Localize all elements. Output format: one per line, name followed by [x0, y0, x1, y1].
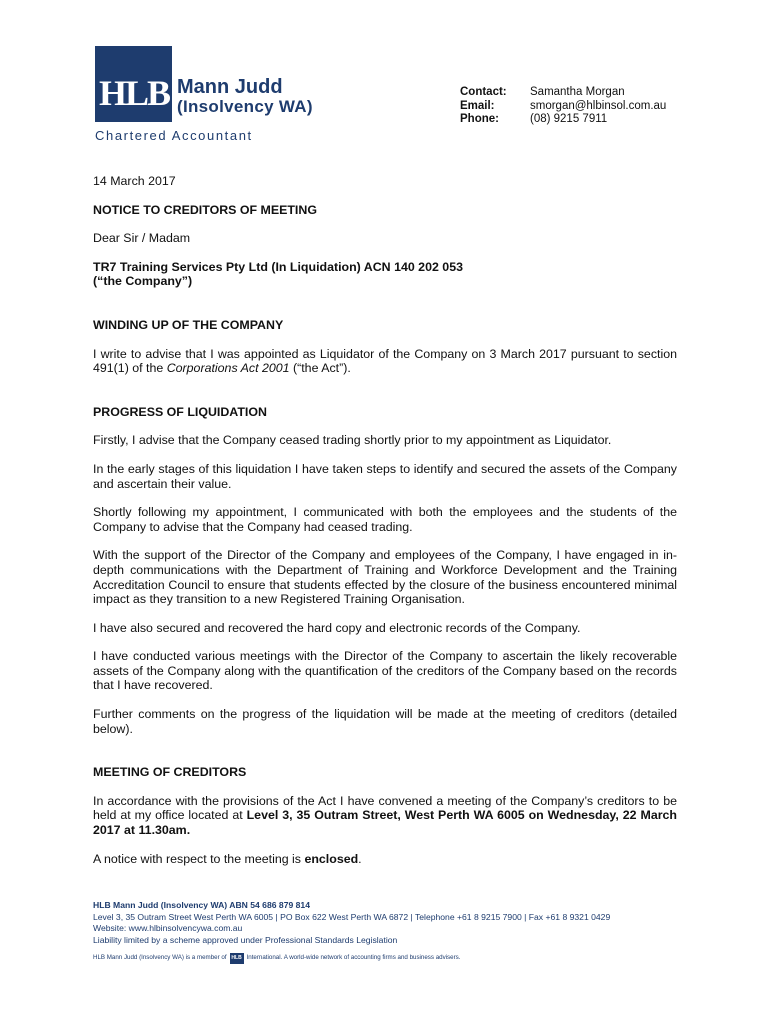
company-name-line: TR7 Training Services Pty Ltd (In Liquidation) ACN 140 202 053 [93, 259, 463, 274]
footer-membership [93, 952, 693, 964]
heading-progress: PROGRESS OF LIQUIDATION [93, 404, 267, 419]
enclosed-word: enclosed [304, 851, 359, 866]
contact-row-name [460, 86, 666, 100]
heading-meeting: MEETING OF CREDITORS [93, 765, 247, 780]
email-value[interactable]: smorgan@hlbinsol.com.au [530, 99, 667, 112]
footer-website[interactable]: Website: www.hlbinsolvencywa.com.au [93, 923, 243, 934]
hlb-mini-logo-icon: HLB [230, 953, 244, 964]
notice-title: NOTICE TO CREDITORS OF MEETING [93, 202, 317, 217]
footer-membership-text-a: HLB Mann Judd (Insolvency WA) is a member of [93, 954, 227, 962]
meeting-location-time: Level 3, 35 Outram Street, West Perth WA 6005 on Wednesday, 22 March 2017 at 11.30am. [93, 808, 677, 838]
logo-name: Mann Judd [177, 76, 283, 98]
meeting-text-a: In accordance with the provisions of the Act I have convened a meeting of the Company’s creditors to be held at my office located at [93, 793, 677, 823]
phone-value: (08) 9215 7911 [530, 113, 608, 125]
progress-paragraph-3: Shortly following my appointment, I communicated with both the employees and the students of the Company to advise that the Company had ceased trading. [93, 505, 677, 534]
footer-membership-text-b: International. A world-wide network of accounting firms and business advisers. [246, 954, 461, 962]
logo-mark-box [95, 46, 172, 122]
winding-text-a: I write to advise that I was appointed as Liquidator of the Company on 3 March 2017 pursuant to section 491(1) of the [93, 346, 677, 376]
heading-winding-up: WINDING UP OF THE COMPANY [93, 317, 284, 332]
phone-label: Phone: [460, 113, 499, 125]
meeting-paragraph-2 [93, 852, 677, 867]
letter-footer [93, 900, 693, 964]
footer-address: Level 3, 35 Outram Street West Perth WA 6005 | PO Box 622 West Perth WA 6872 | Telephone +61 8 9215 7900 | Fax +61 8 9321 0429 [93, 911, 611, 922]
act-name: Corporations Act 2001 [166, 361, 290, 376]
company-alias-line: (“the Company”) [93, 274, 193, 289]
contact-value: Samantha Morgan [530, 86, 625, 98]
meeting-notice-text: A notice with respect to the meeting is [93, 851, 305, 866]
winding-text-b: (“the Act”). [289, 361, 351, 376]
logo-subname: (Insolvency WA) [177, 97, 313, 116]
progress-paragraph-5: I have also secured and recovered the hard copy and electronic records of the Company. [93, 620, 581, 635]
letter-body [93, 174, 677, 866]
contact-row-phone [460, 113, 666, 127]
contact-block [460, 86, 666, 127]
meeting-notice-end: . [358, 851, 362, 866]
contact-label: Contact: [460, 86, 507, 98]
logo-mark-text: HLB [98, 73, 170, 113]
meeting-paragraph-1 [93, 794, 677, 838]
company-reference [93, 260, 677, 289]
contact-row-email [460, 100, 666, 114]
footer-company-abn: HLB Mann Judd (Insolvency WA) ABN 54 686 879 814 [93, 900, 310, 910]
progress-paragraph-2: In the early stages of this liquidation I have taken steps to identify and secured the assets of the Company and ascertain their value. [93, 461, 677, 491]
progress-paragraph-6: I have conducted various meetings with the Director of the Company to ascertain the likely recoverable assets of the Company along with the quantification of the creditors of the Company based on the records that I have recovered. [93, 649, 677, 693]
logo-tagline: Chartered Accountant [95, 128, 253, 143]
letter-date: 14 March 2017 [93, 174, 176, 188]
salutation: Dear Sir / Madam [93, 231, 191, 246]
progress-paragraph-7: Further comments on the progress of the liquidation will be made at the meeting of creditors (detailed below). [93, 707, 677, 736]
progress-paragraph-1: Firstly, I advise that the Company ceased trading shortly prior to my appointment as Liquidator. [93, 433, 612, 448]
email-label: Email: [460, 99, 495, 112]
footer-liability: Liability limited by a scheme approved under Professional Standards Legislation [93, 934, 398, 945]
progress-paragraph-4: With the support of the Director of the Company and employees of the Company, I have engaged in in-depth communications with the Department of Training and Workforce Development and the Training Accreditation Council to ensure that students effected by the closure of the business encountered minimal impact as they transition to a new Registered Training Organisation. [93, 548, 677, 607]
winding-paragraph [93, 347, 677, 376]
